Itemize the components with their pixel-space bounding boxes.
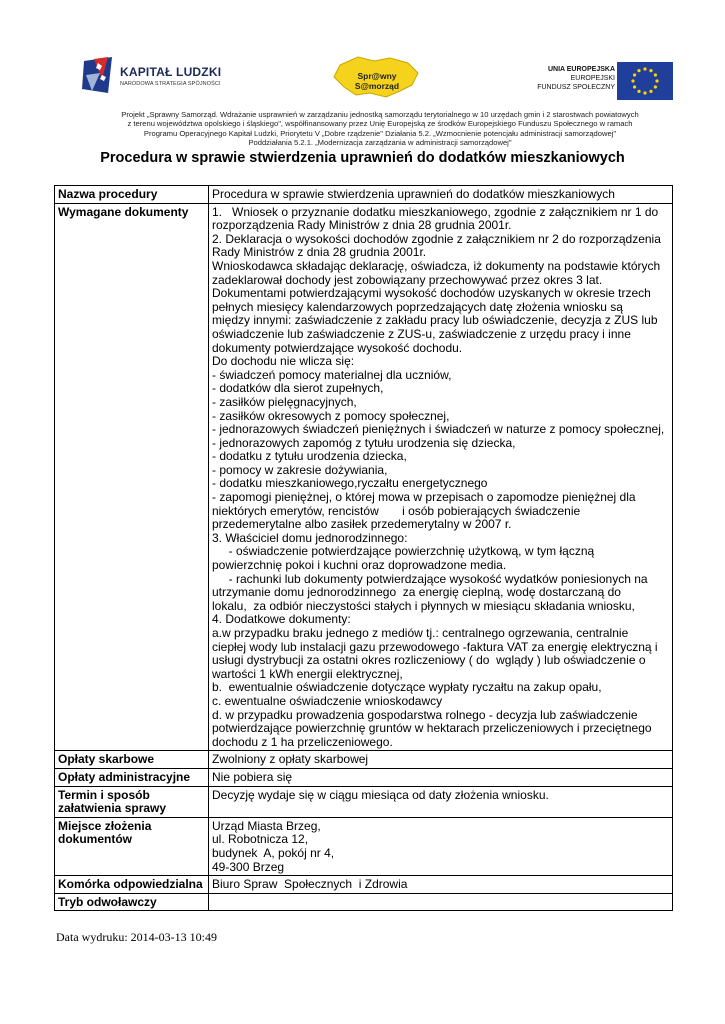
row-value bbox=[209, 186, 673, 204]
value-line: Procedura w sprawie stwierdzenia uprawnień do dodatków mieszkaniowych bbox=[212, 187, 615, 201]
value-line: - jednorazowych zapomóg z tytułu urodzenia się dziecka, bbox=[212, 435, 516, 450]
value-line: zadeklarował dochody jest zobowiązany przechowywać przez okres 3 lat. bbox=[212, 272, 603, 287]
table-row bbox=[55, 817, 673, 875]
value-line: - zapomogi pieniężnej, o której mowa w przepisach o zapomodze pieniężnej dla bbox=[212, 490, 636, 505]
value-line: ul. Robotnicza 12, bbox=[212, 832, 309, 847]
value-line: rozporządzenia Rady Ministrów z dnia 28 grudnia 2001r. bbox=[212, 218, 512, 233]
value-line: utrzymanie domu jednorodzinnego za energię cieplną, wodę dostarczaną do bbox=[212, 585, 621, 600]
value-line: Dokumentami potwierdzającymi wysokość dochodów uzyskanych w okresie trzech bbox=[212, 286, 651, 301]
value-line: - dodatków dla sierot zupełnych, bbox=[212, 381, 384, 396]
value-line: d. w przypadku prowadzenia gospodarstwa rolnego - decyzja lub zaświadczenie bbox=[212, 707, 638, 722]
project-line: Projekt „Sprawny Samorząd. Wdrażanie usprawnień w zarządzaniu jednostką samorządu terytorialnego w 10 urzędach gmin i 2 starostwach powiatowych bbox=[121, 110, 639, 119]
value-line: Decyzję wydaje się w ciągu miesiąca od daty złożenia wniosku. bbox=[212, 787, 549, 802]
eu-flag-icon bbox=[617, 62, 673, 100]
value-line: - jednorazowych świadczeń pieniężnych i świadczeń w naturze z pomocy społecznej, bbox=[212, 422, 665, 437]
project-line: Poddziałania 5.2.1. „Modernizacja zarządzania w administracji samorządowej" bbox=[248, 137, 512, 147]
kapital-ludzki-emblem-icon bbox=[82, 57, 118, 97]
table-row bbox=[55, 876, 673, 894]
eu-line-2: EUROPEJSKI bbox=[570, 75, 615, 82]
value-line: usługi dystrybucji za ostatni okres rozliczeniowy ( do wglądy ) lub oświadczenie o bbox=[212, 653, 646, 668]
value-line: - zasiłków pielęgnacyjnych, bbox=[212, 394, 357, 409]
value-line: 1. Wniosek o przyznanie dodatku mieszkaniowego, zgodnie z załącznikiem nr 1 do bbox=[212, 204, 659, 219]
value-line: - pomocy w zakresie dożywiania, bbox=[212, 462, 388, 477]
value-line: między innymi: zaświadczenie z zakładu pracy lub oświadczenie, decyzja z ZUS lub bbox=[212, 313, 658, 328]
project-line: z terenu województwa opolskiego i śląskiego", współfinansowany przez Unię Europejską ze środków Europejskiego Funduszu Społecznego w ramach bbox=[127, 119, 633, 129]
procedure-table bbox=[54, 185, 673, 911]
print-date: Data wydruku: 2014-03-13 10:49 bbox=[56, 930, 217, 944]
value-line: 3. Właściciel domu jednorodzinnego: bbox=[212, 530, 408, 545]
value-line: powierzchnię pokoi i kuchni oraz doprowadzone media. bbox=[212, 558, 507, 573]
value-line: dochodu z 1 ha przeliczeniowego. bbox=[212, 734, 393, 749]
row-value bbox=[209, 768, 673, 786]
value-line: dokumenty potwierdzające wysokość dochodu. bbox=[212, 340, 463, 355]
row-label: Termin i sposób załatwienia sprawy bbox=[55, 786, 209, 817]
value-line: ciepłej wody lub instalacji gazu przewodowego -faktura VAT za energię elektryczną i bbox=[212, 639, 658, 654]
row-label: Miejsce złożenia dokumentów bbox=[55, 817, 209, 875]
row-value bbox=[209, 203, 673, 751]
eu-label bbox=[537, 65, 615, 92]
kapital-ludzki-subtitle: NARODOWA STRATEGIA SPÓJNOŚCI bbox=[120, 81, 221, 87]
value-line: - dodatku mieszkaniowego,ryczałtu energetycznego bbox=[212, 476, 488, 491]
kapital-ludzki-title: KAPITAŁ LUDZKI bbox=[120, 65, 222, 79]
sprawny-samorzad-label: Spr@wny S@morząd bbox=[354, 71, 400, 91]
table-row bbox=[55, 768, 673, 786]
value-line: Urząd Miasta Brzeg, bbox=[212, 818, 321, 833]
row-label: Wymagane dokumenty bbox=[55, 203, 209, 751]
row-label: Nazwa procedury bbox=[55, 186, 209, 204]
row-value bbox=[209, 751, 673, 769]
value-line: - zasiłków okresowych z pomocy społecznej, bbox=[212, 408, 450, 423]
value-line: niektórych emerytów, rencistów i osób pobierających świadczenie bbox=[212, 503, 581, 518]
row-label: Tryb odwoławczy bbox=[55, 893, 209, 911]
value-line: b. ewentualnie oświadczenie dotyczące wypłaty ryczałtu na zakup opału, bbox=[212, 680, 602, 695]
eu-logo bbox=[525, 62, 673, 102]
value-line: oświadczenie lub zaświadczenie z ZUS-u, zaświadczenie z urzędu pracy i inne bbox=[212, 326, 631, 341]
value-line: a.w przypadku braku jednego z mediów tj.: centralnego ogrzewania, centralnie bbox=[212, 626, 629, 640]
value-line: budynek A, pokój nr 4, bbox=[212, 845, 335, 860]
row-value bbox=[209, 817, 673, 875]
value-line: potwierdzające powierzchnię gruntów w hektarach przeliczeniowych i przeciętnego bbox=[212, 721, 652, 736]
value-line: Do dochodu nie wlicza się: bbox=[212, 354, 355, 369]
value-line: Zwolniony z opłaty skarbowej bbox=[212, 752, 369, 767]
table-row bbox=[55, 786, 673, 817]
value-line: Rady Ministrów z dnia 28 grudnia 2001r. bbox=[212, 245, 427, 260]
value-line: Wnioskodawca składając deklarację, oświadcza, iż dokumenty na podstawie których bbox=[212, 258, 661, 273]
value-line: lokalu, za odbiór nieczystości stałych i płynnych w miesiącu składania wniosku, bbox=[212, 598, 635, 613]
row-label: Opłaty skarbowe bbox=[55, 751, 209, 769]
project-description bbox=[100, 110, 660, 147]
value-line: wartości 1 kWh energii elektrycznej, bbox=[212, 666, 403, 681]
value-line: - oświadczenie potwierdzające powierzchnię użytkową, w tym łączną bbox=[212, 544, 595, 559]
row-label: Opłaty administracyjne bbox=[55, 768, 209, 786]
page-title: Procedura w sprawie stwierdzenia uprawnień do dodatków mieszkaniowych bbox=[100, 150, 625, 166]
kapital-ludzki-logo bbox=[82, 55, 242, 101]
row-value bbox=[209, 893, 673, 911]
table-row bbox=[55, 751, 673, 769]
value-line: Nie pobiera się bbox=[212, 769, 293, 784]
value-line: c. ewentualne oświadczenie wnioskodawcy bbox=[212, 693, 443, 708]
value-line: - rachunki lub dokumenty potwierdzające wysokość wydatków poniesionych na bbox=[212, 571, 648, 586]
table-row bbox=[55, 203, 673, 751]
value-line: 2. Deklaracja o wysokości dochodów zgodnie z załącznikiem nr 2 do rozporządzenia bbox=[212, 231, 661, 246]
value-line: 4. Dodatkowe dokumenty: bbox=[212, 612, 351, 627]
value-line: Biuro Spraw Społecznych i Zdrowia bbox=[212, 877, 408, 892]
row-label: Komórka odpowiedzialna bbox=[55, 876, 209, 894]
value-line: 49-300 Brzeg bbox=[212, 859, 285, 874]
value-line: - dodatku z tytułu urodzenia dziecka, bbox=[212, 449, 407, 464]
value-line: przedemerytalne albo zasiłek przedemerytalny w 2007 r. bbox=[212, 517, 512, 532]
value-line: pełnych miesięcy kalendarzowych poprzedzających datę złożenia wniosku są bbox=[212, 299, 623, 314]
value-line: - świadczeń pomocy materialnej dla uczniów, bbox=[212, 367, 452, 382]
row-value bbox=[209, 876, 673, 894]
table-row bbox=[55, 186, 673, 204]
eu-line-1: UNIA EUROPEJSKA bbox=[547, 66, 615, 73]
project-line: Programu Operacyjnego Kapitał Ludzki, Priorytetu V „Dobre rządzenie" Działania 5.2. „Wzmocnienie potencjału administracji samorządowej" bbox=[143, 128, 617, 138]
row-value bbox=[209, 786, 673, 817]
sprawny-samorzad-logo bbox=[330, 55, 422, 99]
table-row bbox=[55, 893, 673, 911]
eu-line-3: FUNDUSZ SPOŁECZNY bbox=[537, 84, 615, 91]
